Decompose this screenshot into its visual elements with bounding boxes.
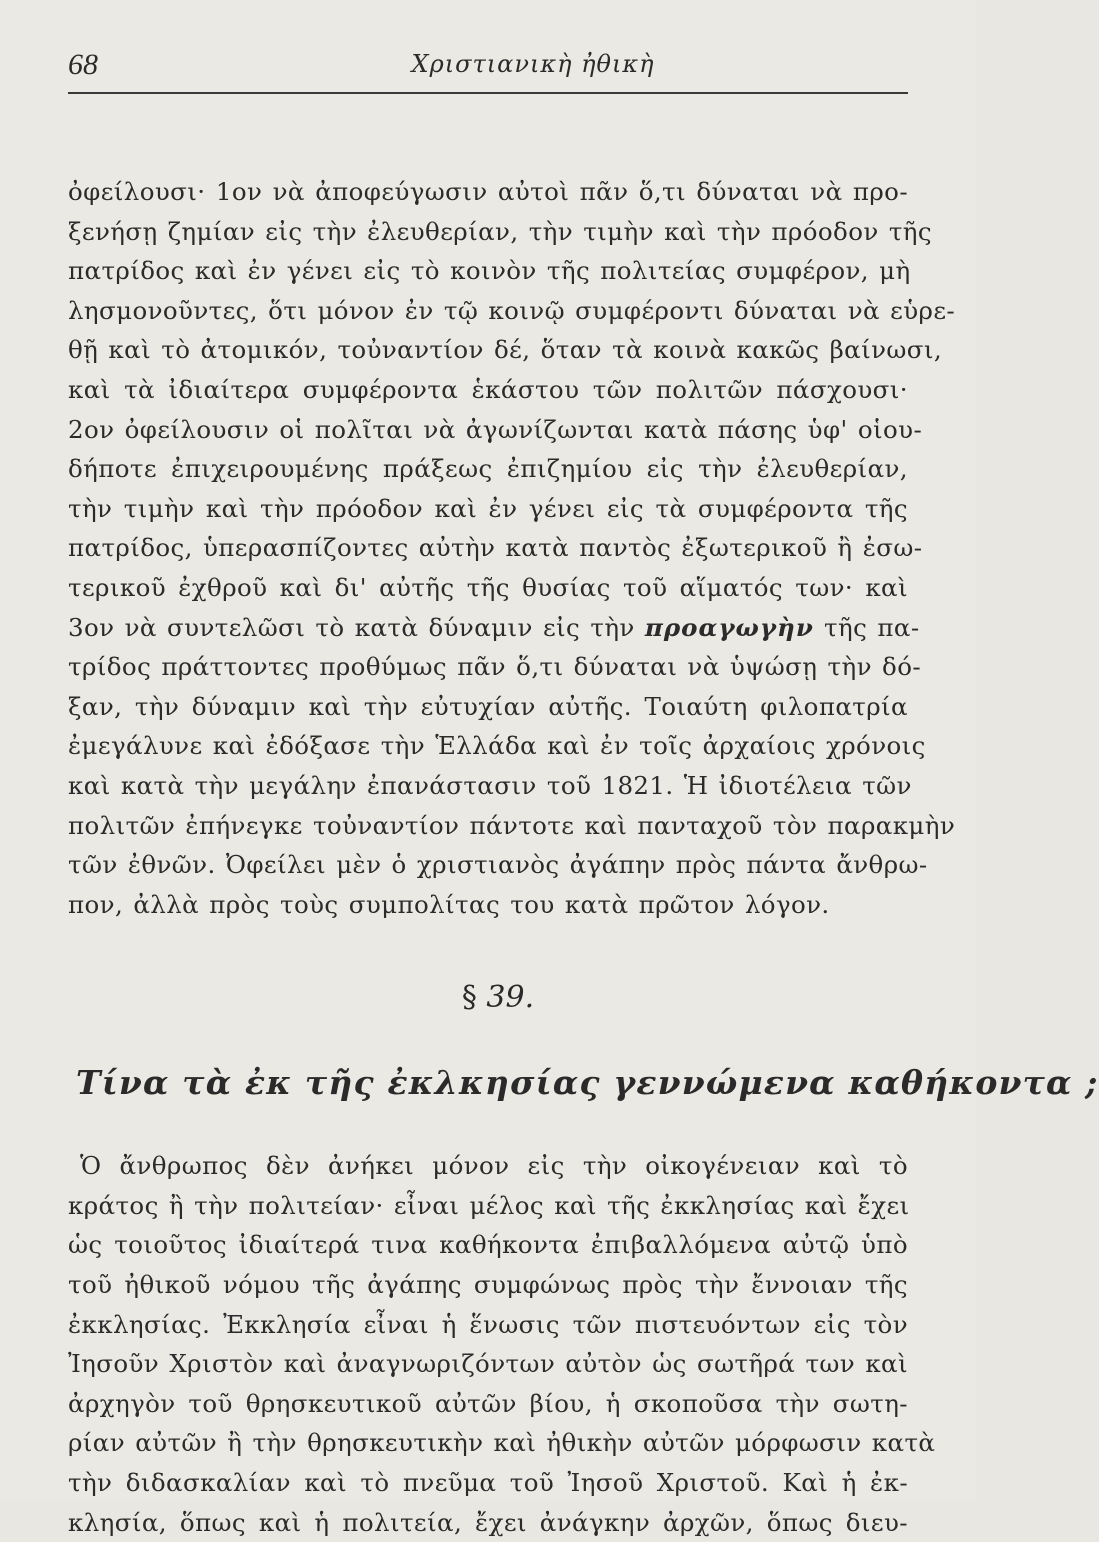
page-number: 68 bbox=[68, 48, 98, 81]
text-line-with-emphasis bbox=[68, 608, 920, 648]
text-line: πολιτῶν ἐπήνεγκε τοὐναντίον πάντοτε καὶ πανταχοῦ τὸν παρακμὴν bbox=[68, 810, 956, 840]
text-line: δήποτε ἐπιχειρουμένης πράξεως ἐπιζημίου εἰς τὴν ἐλευθερίαν, bbox=[68, 454, 908, 484]
text-line: τῶν ἐθνῶν. Ὀφείλει μὲν ὁ χριστιανὸς ἀγάπην πρὸς πάντα ἄνθρω- bbox=[68, 850, 928, 880]
text-line: τὴν διδασκαλίαν καὶ τὸ πνεῦμα τοῦ Ἰησοῦ Χριστοῦ. Καὶ ἡ ἐκ- bbox=[68, 1468, 908, 1498]
text-line: ξαν, τὴν δύναμιν καὶ τὴν εὐτυχίαν αὐτῆς. Τοιαύτη φιλοπατρία bbox=[68, 691, 908, 721]
text-line: τερικοῦ ἐχθροῦ καὶ δι' αὐτῆς τῆς θυσίας τοῦ αἵματός των· καὶ bbox=[68, 572, 908, 602]
text-line: καὶ τὰ ἰδιαίτερα συμφέροντα ἑκάστου τῶν πολιτῶν πάσχουσι· bbox=[68, 374, 908, 404]
text-line: τοῦ ἠθικοῦ νόμου τῆς ἀγάπης συμφώνως πρὸς τὴν ἔννοιαν τῆς bbox=[68, 1270, 908, 1300]
paragraph-2 bbox=[68, 1146, 936, 1542]
section-number-value: 39. bbox=[486, 980, 535, 1016]
section-title: Τίνα τὰ ἐκ τῆς ἐκλκησίας γεννώμενα καθήκοντα ; bbox=[76, 1063, 1099, 1103]
text-line: Ἰησοῦν Χριστὸν καὶ ἀναγνωριζόντων αὐτὸν ὡς σωτῆρά των καὶ bbox=[68, 1349, 908, 1379]
text-line: πον, ἀλλὰ πρὸς τοὺς συμπολίτας του κατὰ πρῶτον λόγον. bbox=[68, 889, 830, 919]
text-line: κλησία, ὅπως καὶ ἡ πολιτεία, ἔχει ἀνάγκην ἀρχῶν, ὅπως διευ- bbox=[68, 1507, 908, 1537]
text-line: ρίαν αὐτῶν ἢ τὴν θρησκευτικὴν καὶ ἠθικὴν αὐτῶν μόρφωσιν κατὰ bbox=[68, 1428, 936, 1458]
text-line: ὡς τοιοῦτος ἰδιαίτερά τινα καθήκοντα ἐπιβαλλόμενα αὐτῷ ὑπὸ bbox=[68, 1230, 908, 1260]
text-line: λησμονοῦντες, ὅτι μόνον ἐν τῷ κοινῷ συμφέροντι δύναται νὰ εὑρε- bbox=[68, 295, 956, 325]
text-line: ξενήσῃ ζημίαν εἰς τὴν ἐλευθερίαν, τὴν τιμὴν καὶ τὴν πρόοδον τῆς bbox=[68, 216, 932, 246]
text-line: θῇ καὶ τὸ ἀτομικόν, τοὐναντίον δέ, ὅταν τὰ κοινὰ κακῶς βαίνωσι, bbox=[68, 335, 943, 365]
text-line: πατρίδος, ὑπερασπίζοντες αὐτὴν κατὰ παντὸς ἐξωτερικοῦ ἢ ἐσω- bbox=[68, 533, 923, 563]
text-line: ἐμεγάλυνε καὶ ἐδόξασε τὴν Ἑλλάδα καὶ ἐν τοῖς ἀρχαίοις χρόνοις bbox=[68, 731, 926, 761]
text-line: 2ον ὀφείλουσιν οἱ πολῖται νὰ ἀγωνίζωνται κατὰ πάσης ὑφ' οἱου- bbox=[68, 414, 923, 444]
text-line: καὶ κατὰ τὴν μεγάλην ἐπανάστασιν τοῦ 1821. Ἡ ἰδιοτέλεια τῶν bbox=[68, 770, 912, 800]
text-line: πατρίδος καὶ ἐν γένει εἰς τὸ κοινὸν τῆς πολιτείας συμφέρον, μὴ bbox=[68, 256, 911, 286]
paragraph-1 bbox=[68, 172, 956, 924]
section-symbol: § bbox=[461, 980, 477, 1016]
page-header bbox=[68, 44, 908, 94]
text-line: ὀφείλουσι· 1ον νὰ ἀποφεύγωσιν αὐτοὶ πᾶν ὅ,τι δύναται νὰ προ- bbox=[68, 177, 908, 206]
text-line: ἀρχηγὸν τοῦ θρησκευτικοῦ αὐτῶν βίου, ἡ σκοποῦσα τὴν σωτη- bbox=[68, 1388, 908, 1418]
text-line: τρίδος πράττοντες προθύμως πᾶν ὅ,τι δύναται νὰ ὑψώσῃ τὴν δό- bbox=[68, 652, 922, 682]
section-number bbox=[68, 980, 908, 1015]
emphasized-word: προαγωγὴν bbox=[644, 612, 814, 642]
running-title: Χριστιανικὴ ἠθικὴ bbox=[411, 50, 655, 78]
text-line: ἐκκλησίας. Ἐκκλησία εἶναι ἡ ἕνωσις τῶν πιστευόντων εἰς τὸν bbox=[68, 1309, 908, 1339]
text-line: Ὁ ἄνθρωπος δὲν ἀνήκει μόνον εἰς τὴν οἰκογένειαν καὶ τὸ bbox=[80, 1151, 908, 1181]
text-fragment: 3ον νὰ συντελῶσι τὸ κατὰ δύναμιν εἰς τὴν bbox=[68, 612, 635, 642]
text-fragment: τῆς πα- bbox=[824, 612, 920, 642]
text-line: κράτος ἢ τὴν πολιτείαν· εἶναι μέλος καὶ τῆς ἐκκλησίας καὶ ἔχει bbox=[68, 1190, 910, 1220]
text-line: τὴν τιμὴν καὶ τὴν πρόοδον καὶ ἐν γένει εἰς τὰ συμφέροντα τῆς bbox=[68, 493, 908, 523]
